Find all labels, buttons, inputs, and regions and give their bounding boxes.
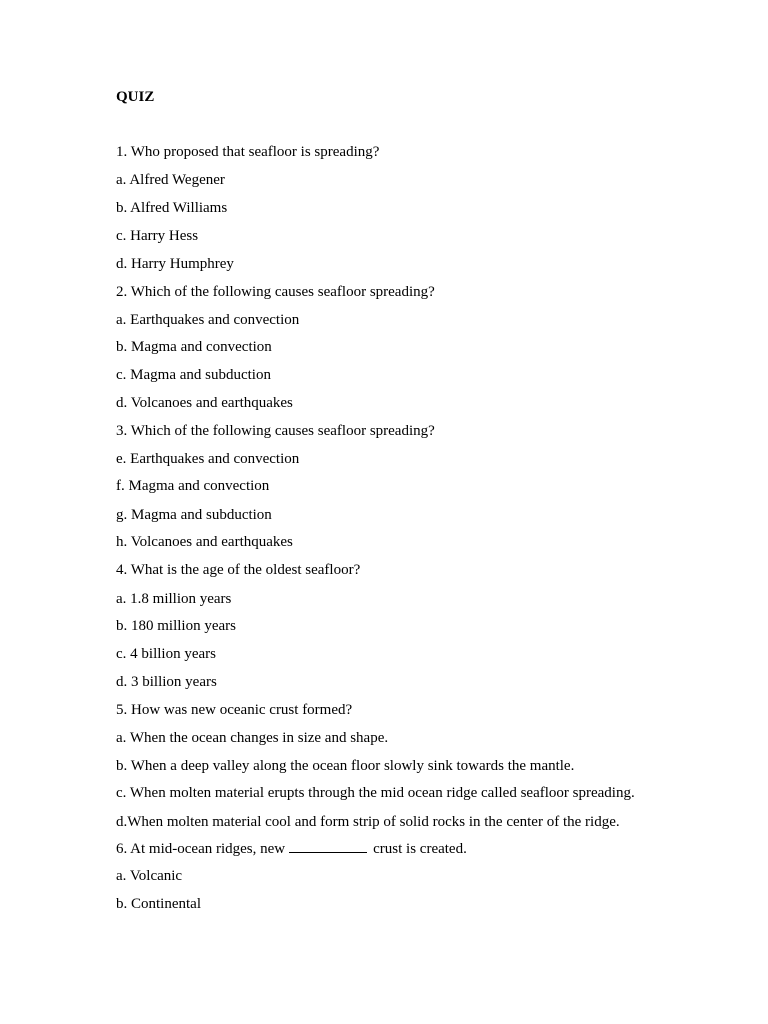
option-4d: d. 3 billion years	[116, 674, 217, 690]
option-3e: e. Earthquakes and convection	[116, 451, 300, 467]
question-6-after: crust is created.	[373, 841, 467, 857]
option-2b: b. Magma and convection	[116, 339, 272, 355]
option-3f: f. Magma and convection	[116, 478, 270, 494]
option-5c: c. When molten material erupts through the mid ocean ridge called seafloor spreading.	[116, 785, 635, 801]
answer-blank	[289, 840, 367, 853]
option-3h: h. Volcanoes and earthquakes	[116, 534, 293, 550]
question-4: 4. What is the age of the oldest seafloor?	[116, 562, 361, 578]
option-3g: g. Magma and subduction	[116, 507, 272, 523]
option-6a: a. Volcanic	[116, 868, 183, 884]
option-1b: b. Alfred Williams	[116, 200, 228, 216]
option-4b: b. 180 million years	[116, 618, 236, 634]
option-2d: d. Volcanoes and earthquakes	[116, 395, 293, 411]
quiz-title: QUIZ	[116, 89, 155, 105]
option-5d: d.When molten material cool and form strip of solid rocks in the center of the ridge.	[116, 814, 620, 830]
option-4c: c. 4 billion years	[116, 646, 216, 662]
option-1a: a. Alfred Wegener	[116, 172, 225, 188]
option-2a: a. Earthquakes and convection	[116, 312, 300, 328]
option-5a: a. When the ocean changes in size and shape.	[116, 730, 389, 746]
option-1d: d. Harry Humphrey	[116, 256, 234, 272]
option-6b: b. Continental	[116, 896, 201, 912]
option-1c: c. Harry Hess	[116, 228, 199, 244]
question-3: 3. Which of the following causes seafloor spreading?	[116, 423, 435, 439]
question-5: 5. How was new oceanic crust formed?	[116, 702, 353, 718]
option-4a: a. 1.8 million years	[116, 591, 232, 607]
question-2: 2. Which of the following causes seafloor spreading?	[116, 284, 435, 300]
option-2c: c. Magma and subduction	[116, 367, 271, 383]
option-5b: b. When a deep valley along the ocean floor slowly sink towards the mantle.	[116, 758, 575, 774]
question-1: 1. Who proposed that seafloor is spreading?	[116, 144, 380, 160]
question-6-before: 6. At mid-ocean ridges, new	[116, 841, 286, 857]
question-6	[116, 839, 467, 859]
